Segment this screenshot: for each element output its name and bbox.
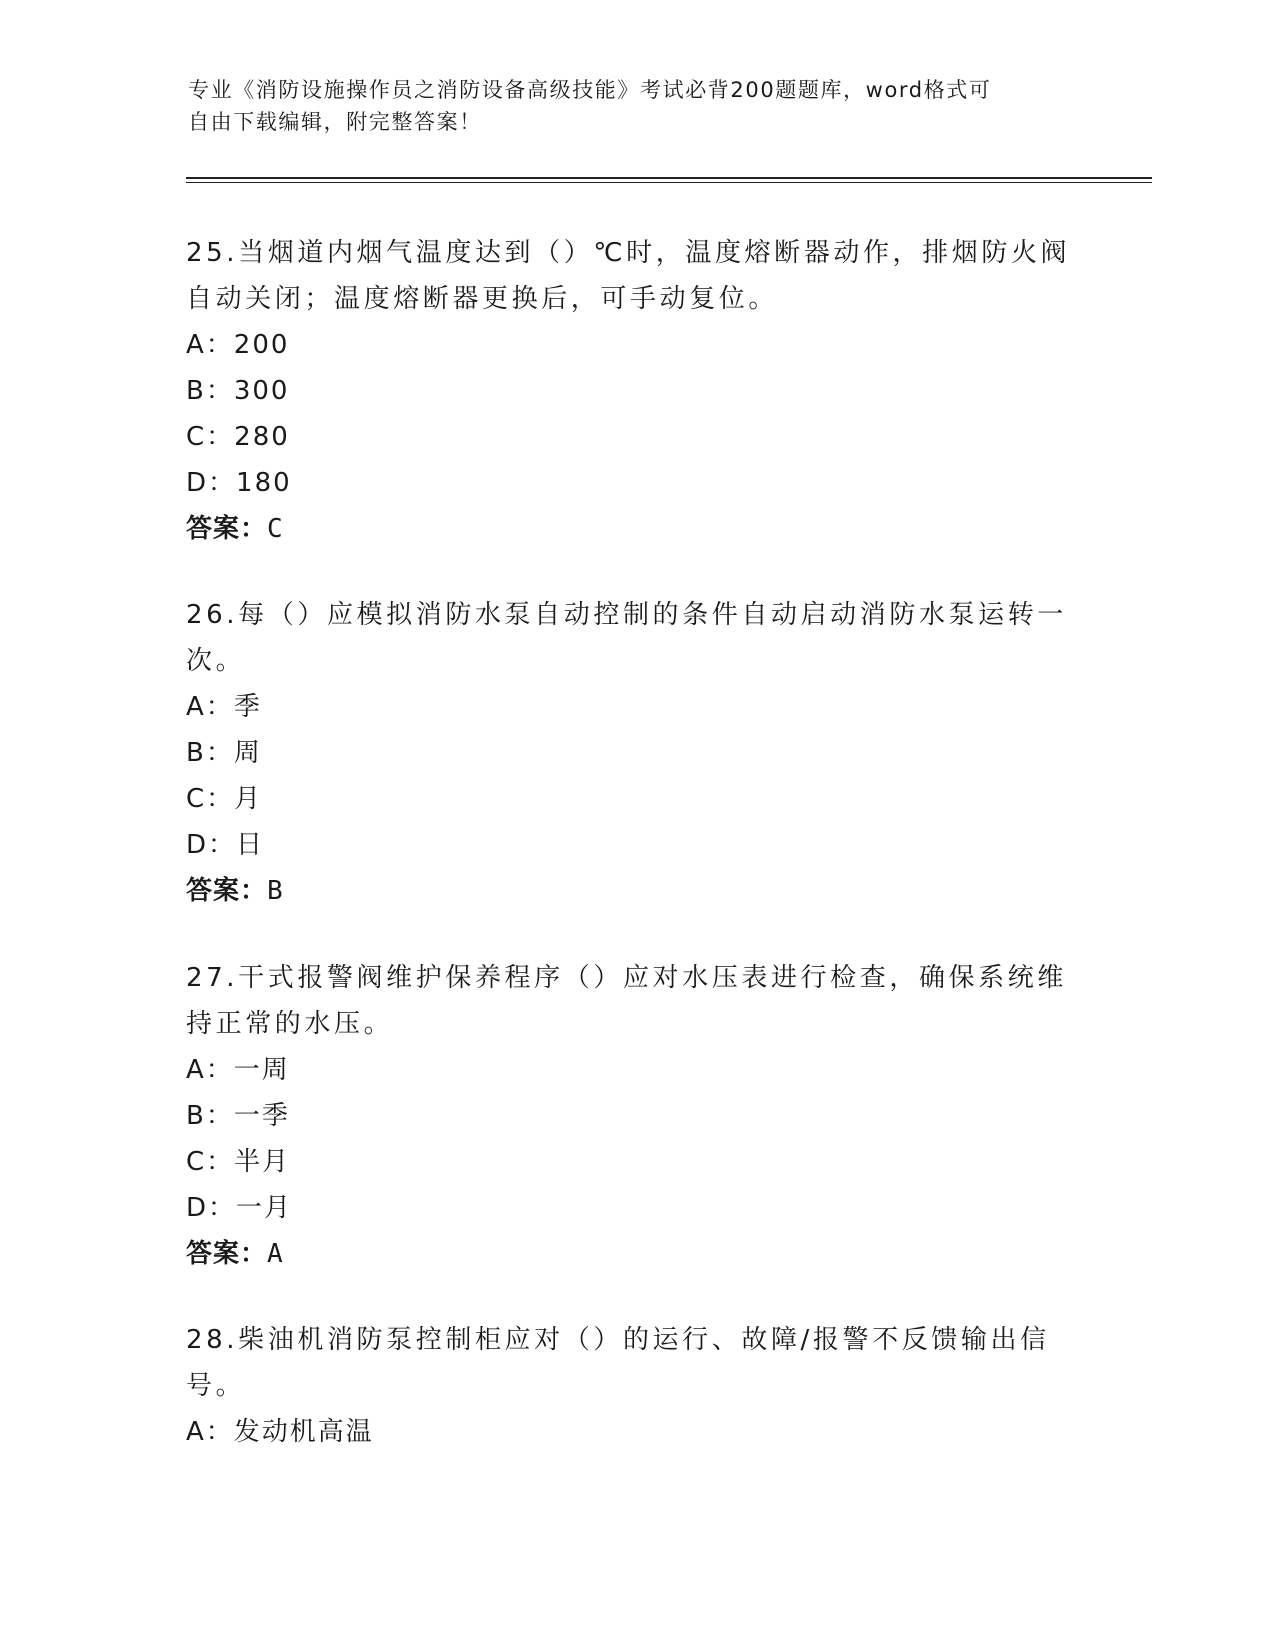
question-stem: 27.干式报警阀维护保养程序（）应对水压表进行检查，确保系统维持正常的水压。 <box>186 963 1067 1039</box>
answer-value: B <box>267 876 284 906</box>
question-27 <box>186 955 1086 1277</box>
option-a: A：发动机高温 <box>186 1417 374 1447</box>
option-a: A：200 <box>186 330 290 360</box>
option-b: B：周 <box>186 738 262 768</box>
answer-value: C <box>267 514 284 544</box>
answer-line <box>186 506 1086 552</box>
question-26 <box>186 592 1086 914</box>
document-header: 专业《消防设施操作员之消防设备高级技能》考试必背200题题库，word格式可 自由下载编辑，附完整答案！ <box>188 78 992 134</box>
question-stem: 25.当烟道内烟气温度达到（）℃时，温度熔断器动作，排烟防火阀自动关闭；温度熔断器更换后，可手动复位。 <box>186 238 1071 314</box>
question-stem: 28.柴油机消防泵控制柜应对（）的运行、故障/报警不反馈输出信号。 <box>186 1325 1050 1401</box>
option-d: D：180 <box>186 468 292 498</box>
question-28 <box>186 1317 1086 1455</box>
question-25 <box>186 230 1086 552</box>
header-divider-thick <box>186 177 1152 179</box>
answer-label: 答案： <box>186 1239 268 1269</box>
option-b: B：300 <box>186 376 290 406</box>
option-a: A：季 <box>186 692 262 722</box>
answer-label: 答案： <box>186 876 268 906</box>
option-d: D：日 <box>186 830 265 860</box>
option-c: C：280 <box>186 422 290 452</box>
option-d: D：一月 <box>186 1193 293 1223</box>
header-divider-thin <box>186 182 1152 183</box>
option-c: C：月 <box>186 784 263 814</box>
option-a: A：一周 <box>186 1055 290 1085</box>
answer-value: A <box>267 1239 284 1269</box>
answer-label: 答案： <box>186 514 268 544</box>
option-b: B：一季 <box>186 1101 290 1131</box>
answer-line <box>186 1231 1086 1277</box>
question-stem: 26.每（）应模拟消防水泵自动控制的条件自动启动消防水泵运转一次。 <box>186 600 1067 676</box>
option-c: C：半月 <box>186 1147 291 1177</box>
answer-line <box>186 868 1086 914</box>
